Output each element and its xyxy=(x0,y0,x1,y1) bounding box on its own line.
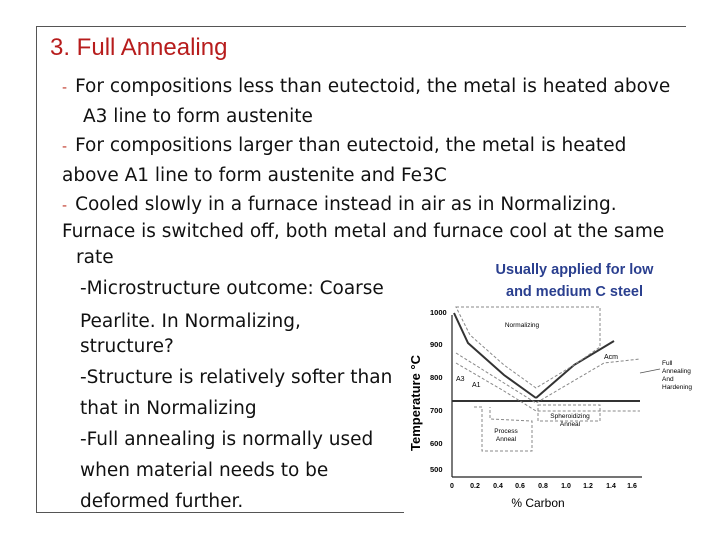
normalizing-label: Normalizing xyxy=(504,322,540,329)
y-axis-label: Temperature °C xyxy=(408,355,423,451)
bullet-3-cont: Furnace is switched off, both metal and furnace cool at the same xyxy=(62,221,665,242)
bullet-dash: - xyxy=(62,80,68,96)
full-annealing-label: Hardening xyxy=(662,384,692,391)
y-tick: 500 xyxy=(430,465,443,474)
slide-title: 3. Full Annealing xyxy=(50,34,228,61)
acm-line xyxy=(536,341,614,398)
process-anneal-label: Anneal xyxy=(495,436,517,443)
usage-note xyxy=(472,259,677,303)
diagram-svg xyxy=(404,303,720,513)
left-col-line: structure? xyxy=(80,336,174,357)
x-axis-label: % Carbon xyxy=(511,496,565,510)
x-tick: 0.4 xyxy=(493,483,503,490)
bullet-1-cont: A3 line to form austenite xyxy=(83,106,313,127)
x-tick: 1.2 xyxy=(583,483,593,490)
spheroidizing-label: Spheroidizing xyxy=(550,413,590,420)
left-col-line: that in Normalizing xyxy=(80,398,257,419)
full-annealing-label: Annealing xyxy=(662,368,691,375)
left-col-line: when material needs to be xyxy=(80,460,329,481)
x-tick: 0.2 xyxy=(470,483,480,490)
usage-note-line1: Usually applied for low xyxy=(495,262,654,278)
y-tick: 700 xyxy=(430,406,443,415)
full-annealing-label: And xyxy=(662,376,674,383)
left-col-line: Pearlite. In Normalizing, xyxy=(80,311,301,332)
a3-label: A3 xyxy=(456,376,465,383)
bullet-3-cont2: rate xyxy=(76,247,114,268)
full-annealing-pointer xyxy=(640,369,660,373)
left-col-line: -Structure is relatively softer than xyxy=(80,367,393,388)
y-tick: 900 xyxy=(430,340,443,349)
x-tick: 0.8 xyxy=(538,483,548,490)
a1-label: A1 xyxy=(472,382,481,389)
bullet-dash: - xyxy=(62,198,68,214)
x-tick: 0 xyxy=(450,483,454,490)
y-tick: 600 xyxy=(430,439,443,448)
bullet-dash: - xyxy=(62,139,68,155)
bullet-2-line1: For compositions larger than eutectoid, the metal is heated xyxy=(75,135,627,156)
left-col-line: -Full annealing is normally used xyxy=(80,429,374,450)
x-tick: 1.6 xyxy=(627,483,637,490)
y-tick: 800 xyxy=(430,373,443,382)
bullet-3-line1: Cooled slowly in a furnace instead in air as in Normalizing. xyxy=(75,194,617,215)
bullet-1-line1: For compositions less than eutectoid, the metal is heated above xyxy=(75,76,671,97)
acm-label: Acm xyxy=(604,354,618,361)
x-tick: 1.0 xyxy=(561,483,571,490)
x-tick: 0.6 xyxy=(515,483,525,490)
usage-note-line2: and medium C steel xyxy=(506,284,643,300)
bullet-2-cont: above A1 line to form austenite and Fe3C xyxy=(62,165,447,186)
left-col-line: deformed further. xyxy=(80,491,244,512)
y-tick: 1000 xyxy=(430,308,447,317)
spheroidizing-label: Anneal xyxy=(559,421,581,428)
x-tick: 1.4 xyxy=(606,483,616,490)
heat-treatment-diagram xyxy=(404,303,720,513)
bullet-1 xyxy=(62,71,670,104)
full-annealing-label: Full xyxy=(662,360,673,367)
bullet-2 xyxy=(62,130,626,163)
left-col-line: -Microstructure outcome: Coarse xyxy=(80,278,384,299)
process-anneal-label: Process xyxy=(494,428,518,435)
